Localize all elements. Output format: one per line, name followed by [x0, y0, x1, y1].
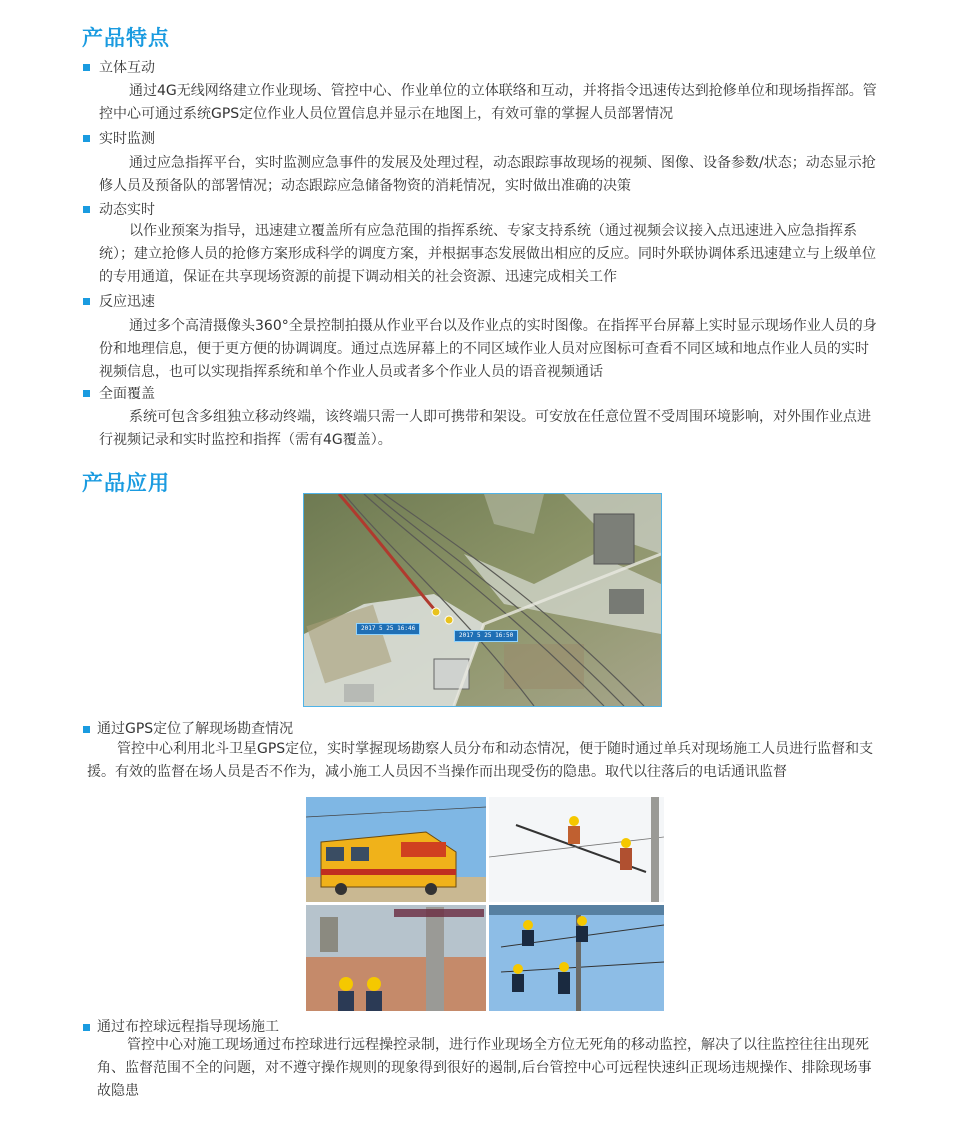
bullet-icon — [83, 298, 90, 305]
bullet-icon — [83, 135, 90, 142]
bullet-icon — [83, 1024, 90, 1031]
application-2-title: 通过布控球远程指导现场施工 — [97, 1019, 279, 1035]
feature-4-text: 通过多个高清摄像头360°全景控制拍摄从作业平台以及作业点的实时图像。在指挥平台屏幕上实时显示现场作业人员的身份和地理信息，便于更方便的协调调度。通过点选屏幕上的不同区域作业人员对应图标可查看不同区域和地点作业人员的实时视频信息，也可以实现指挥系统和单个作业人员或者多个作业人员的语音视频通话 — [99, 318, 877, 380]
bullet-icon — [83, 64, 90, 71]
map-timestamp-label[interactable]: 2017 5 25 16:46 — [356, 623, 420, 635]
bullet-icon — [83, 390, 90, 397]
satellite-map-image — [303, 493, 662, 707]
bullet-icon — [83, 206, 90, 213]
feature-5-text: 系统可包含多组独立移动终端，该终端只需一人即可携带和架设。可安放在任意位置不受周围环境影响，对外围作业点进行视频记录和实时监控和指挥（需有4G覆盖）。 — [99, 409, 871, 448]
feature-2-text: 通过应急指挥平台，实时监测应急事件的发展及处理过程，动态跟踪事故现场的视频、图像、设备参数/状态；动态显示抢修人员及预备队的部署情况；动态跟踪应急储备物资的消耗情况，实时做出准确的决策 — [99, 155, 876, 194]
work-site-photo-graphic — [306, 797, 664, 1011]
applications-title: 产品应用 — [82, 471, 170, 495]
feature-2-title: 实时监测 — [99, 131, 155, 147]
application-1-title: 通过GPS定位了解现场勘查情况 — [97, 721, 294, 737]
map-timestamp-label[interactable]: 2017 5 25 16:50 — [454, 630, 518, 642]
features-title: 产品特点 — [82, 26, 170, 50]
feature-3-title: 动态实时 — [99, 202, 155, 218]
application-2-text: 管控中心对施工现场通过布控球进行远程操控录制，进行作业现场全方位无死角的移动监控，解决了以往监控往往出现死角、监督范围不全的问题，对不遵守操作规则的现象得到很好的遏制,后台管控中心可远程快速纠正现场违规操作、排除现场事故隐患 — [97, 1037, 872, 1099]
feature-5-title: 全面覆盖 — [99, 386, 155, 402]
feature-1-title: 立体互动 — [99, 60, 155, 76]
feature-4-title: 反应迅速 — [99, 294, 155, 310]
work-site-photo-collage — [306, 797, 664, 1011]
feature-3-text: 以作业预案为指导，迅速建立覆盖所有应急范围的指挥系统、专家支持系统（通过视频会议接入点迅速进入应急指挥系统）；建立抢修人员的抢修方案形成科学的调度方案，并根据事态发展做出相应的反应。同时外联协调体系迅速建立与上级单位的专用通道，保证在共享现场资源的前提下调动相关的社会资源、迅速完成相关工作 — [99, 223, 876, 285]
feature-1-text: 通过4G无线网络建立作业现场、管控中心、作业单位的立体联络和互动，并将指令迅速传达到抢修单位和现场指挥部。管控中心可通过系统GPS定位作业人员位置信息并显示在地图上，有效可靠的掌握人员部署情况 — [99, 83, 877, 122]
satellite-map-graphic — [304, 494, 661, 706]
application-1-text: 管控中心利用北斗卫星GPS定位，实时掌握现场勘察人员分布和动态情况，便于随时通过单兵对现场施工人员进行监督和支援。有效的监督在场人员是否不作为，减小施工人员因不当操作而出现受伤的隐患。取代以往落后的电话通讯监督 — [87, 741, 874, 780]
bullet-icon — [83, 726, 90, 733]
